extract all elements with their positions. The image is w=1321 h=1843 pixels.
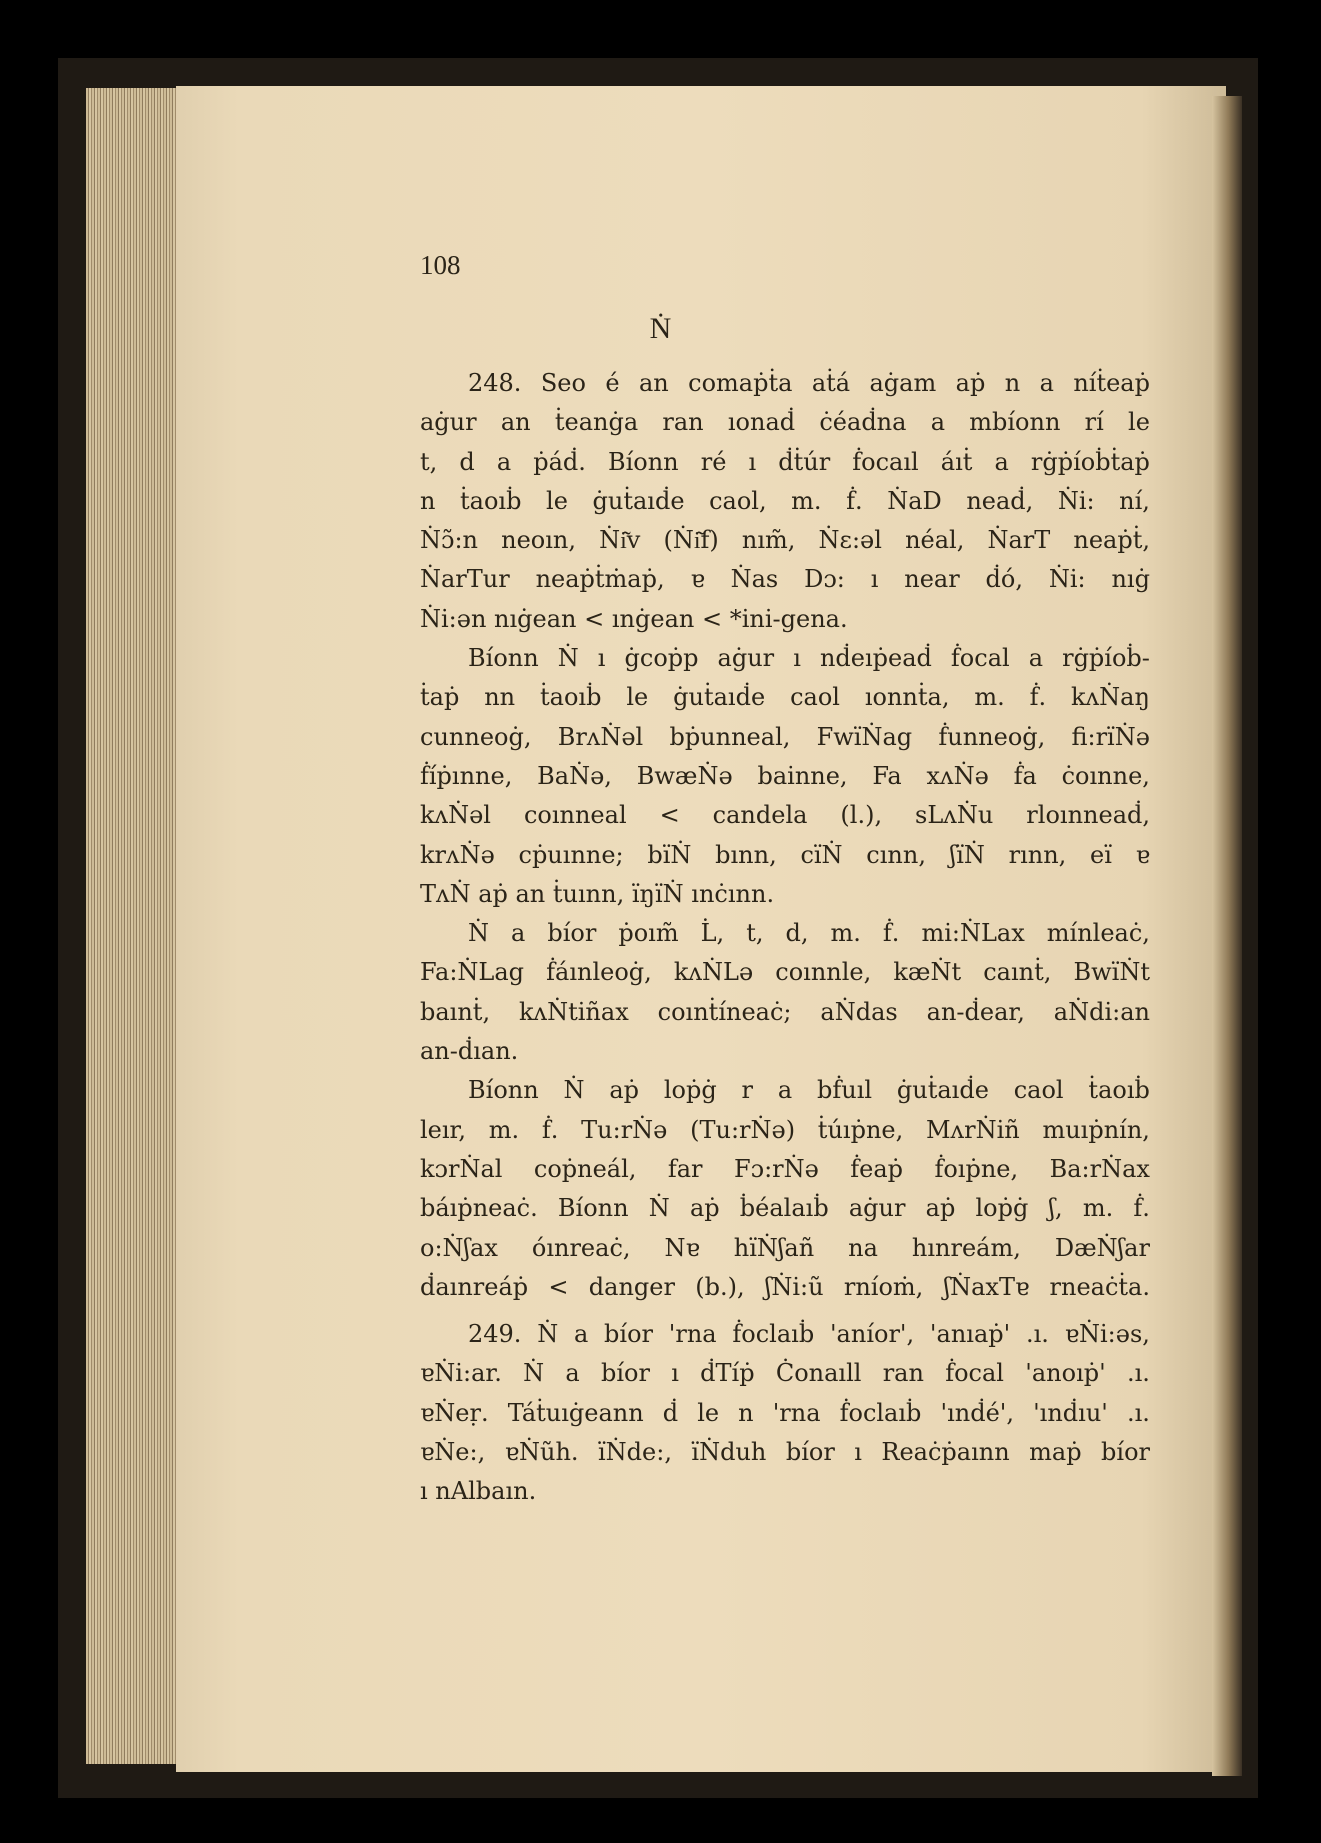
text-line: kʌṄəl coınneal < candela (l.), sLʌṄu rloınneaḋ, <box>420 801 1150 830</box>
text-line: Fa:ṄLag ḟáınleoġ, kʌṄLə coınnle, kæṄt caınṫ, BwïṄt <box>420 958 1150 987</box>
text-line: Ṅ a bíor ṗoım̃ L̇, t, d, m. ḟ. mi:ṄLax mínleaċ, <box>468 919 1150 948</box>
paragraph-gap <box>420 1307 1150 1315</box>
text-line: 249. Ṅ a bíor 'rna ḟoclaıḃ 'aníor', 'anıaṗ' .ı. ɐṄi:əs, <box>468 1320 1150 1349</box>
text-line: ṫaṗ nn ṫaoıḃ le ġuṫaıḋe caol ıonnṫa, m. ḟ. kʌṄaŋ <box>420 683 1150 712</box>
text-line: Bíonn Ṅ aṗ loṗġ r a bḟuıl ġuṫaıḋe caol ṫaoıḃ <box>468 1076 1150 1105</box>
text-line: 248. Seo é an comaṗṫa aṫá aġam aṗ n a níṫeaṗ <box>468 369 1150 397</box>
text-line: ı nAlbaın. <box>420 1477 537 1506</box>
text-line: n ṫaoıḃ le ġuṫaıḋe caol, m. ḟ. ṄaD neaḋ, Ṅi: ní, <box>420 486 1150 515</box>
text-line: ḟíṗınne, BaṄə, BwæṄə bainne, Fa xʌṄə ḟa ċoınne, <box>420 761 1150 790</box>
text-line: o:Ṅʃax óınreaċ, Nɐ hïṄʃañ na hınreám, DæṄʃar <box>420 1233 1150 1262</box>
text-line: ɐṄe:, ɐṄũh. ïṄde:, ïṄduh bíor ı Reaċṗaınn maṗ bíor <box>420 1438 1150 1467</box>
page-gutter <box>1212 96 1242 1776</box>
text-line: kɔrṄal coṗneál, far Fɔ:rṄə ḟeaṗ ḟoıṗne, Ba:rṄax <box>420 1154 1150 1183</box>
text-line: cunneoġ, BrʌṄəl bṗunneal, FwïṄag ḟunneoġ, fi:rïṄə <box>420 722 1150 751</box>
text-line: báıṗneaċ. Bíonn Ṅ aṗ ḃéalaıḃ aġur aṗ loṗġ ʃ, m. ḟ. <box>420 1194 1150 1223</box>
text-line: ṄarTur neaṗṫṁaṗ, ɐ Ṅas Dɔ: ı near ḋó, Ṅi: nıġ <box>420 565 1150 594</box>
text-line: krʌṄə cṗuınne; bïṄ bınn, cïṄ cınn, ʃïṄ rınn, eï ɐ <box>420 840 1150 869</box>
section-heading: Ṅ <box>649 312 672 345</box>
text-line: ɐṄeṛ. Táṫuıġeann ḋ le n 'rna ḟoclaıḃ 'ınḋé', 'ınḋıu' .ı. <box>420 1398 1150 1427</box>
text-line: TʌṄ aṗ an ṫuınn, ïŋïṄ ınċınn. <box>420 879 775 908</box>
text-line: baınṫ, kʌṄtiñax coınṫíneaċ; aṄdas an-ḋear, aṄdi:an <box>420 997 1150 1026</box>
text-line: Ṅɔ̃:n neoın, Ṅi͂v (Ṅi͂f) nım̃, Ṅɛ:əl néal, ṄarT neaṗṫ, <box>420 526 1150 555</box>
text-line: an-ḋıan. <box>420 1037 519 1066</box>
text-line: leır, m. ḟ. Tu:rṄə (Tu:rṄə) ṫúıṗne, MʌrṄiñ muıṗnín, <box>420 1115 1150 1144</box>
text-line: Bíonn Ṅ ı ġcoṗp aġur ı nḋeıṗeaḋ ḟocal a rġṗíoḃ- <box>468 644 1150 673</box>
page-number: 108 <box>420 250 461 280</box>
text-line: ḋaınreáṗ < danger (b.), ʃṄi:ũ rníoṁ, ʃṄaxTɐ rneaċṫa. <box>420 1272 1150 1301</box>
text-line: t, d a ṗáḋ. Bíonn ré ı ḋṫúr ḟocaıl áıṫ a rġṗíoḃṫaṗ <box>420 447 1150 476</box>
text-line: aġur an ṫeanġa ran ıonaḋ ċéaḋna a mbíonn rí le <box>420 408 1150 437</box>
body-text <box>420 364 1150 1512</box>
text-line: Ṅi:ən nıġean < ınġean < *ini-gena. <box>420 604 848 633</box>
text-line: ɐṄi:ar. Ṅ a bíor ı ḋTíṗ Ċonaıll ran ḟocal 'anoıṗ' .ı. <box>420 1359 1150 1388</box>
